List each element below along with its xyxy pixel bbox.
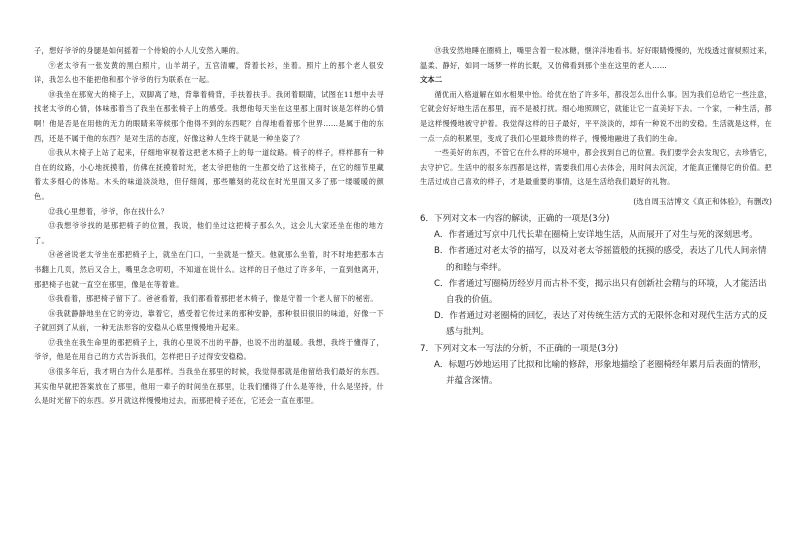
text1-paragraph: 子，想好爷爷的身腿是如何摇着一个侍娘的小人儿安然入睡的。 [34, 46, 244, 55]
option-text: 作者通过对老太爷的描写，以及对老太爷摇篮般的抚摸的感受，表达了几代人间亲情的和睦与牵绊。 [446, 246, 767, 273]
questions [420, 211, 772, 389]
text1-paragraph: ⑫我心里想着，爷爷，你在找什么？ [48, 206, 169, 216]
text1-ending [420, 44, 772, 73]
text1-paragraph: ⑨老太爷有一张发黄的黑白照片，山羊胡子，五官清癯，背着长衫，坐着。照片上的那个老人很安详，我怎么也不能把他和那个爷爷的行为联系在一起。 [34, 60, 384, 85]
option-label: D． [434, 311, 450, 322]
text2-paragraph: 循优而入格道解在如水相果中怡。给优在怡了许多年，都没怎么出什么事。因为我们总给它一些注意，它就会好好地生活在那里，而不是被打扰。细心地照顾它，就能让它一直美好下去。一个家，一种生活，都是这样慢慢地被守护着。我觉得这样的日子最好，平平淡淡的，却有一种说不出的安稳。生活就是这样，在一点一点的积累里，变成了我们心里最珍贵的样子，慢慢地融进了我们的生命。 [420, 89, 772, 143]
text1-paragraph: ⑰我坐在我生命里的那把椅子上，我的心里说不出的平静，也说不出的温暖。我想，我终于懂得了，爷爷，他是在用自己的方式告诉我们，怎样把日子过得安安稳稳。 [34, 337, 384, 362]
text1-paragraph: ⑮我看着，那把椅子留下了。爸爸看着，我们都看着那把老木椅子，像是守着一个老人留下的秘密。 [48, 294, 378, 304]
source-citation: (选自周玉洁博文《真正和体验》，有删改) [633, 196, 772, 206]
text1-paragraph: ⑬我想爷爷找的是那把椅子的位置，我说，他们坐过这把椅子那么久，这会儿大家还坐在他的地方了。 [34, 221, 384, 245]
text1-paragraph: ⑩我坐在那宽大的椅子上，双脚离了地，背靠着椅背，手扶着扶手。我闭着眼睛，试图在11想中去寻找老太爷的心情，体味那着当了我坐在那张椅子上的感受。我想他每天坐在这里那上面时该是怎样的心情啊！他是否是在用他的无力的眼睛来等候那个他得不到的东西呢？自得地看着那个世界……是属于他的东西，还是不属于他的东西？是对生活的态度，好像这种人生终于就是一种坐姿了？ [34, 89, 384, 143]
right-column [420, 44, 772, 389]
option-text: 作者通过对老圈椅的回忆，表达了对传统生活方式的无限怀念和对现代生活方式的反感与批判。 [446, 311, 768, 338]
text1-paragraph: ⑯我就静静地坐在它的旁边，靠着它，感受着它传过来的那种安静，那种很旧很旧的味道，好像一下子就回到了从前，一种无法形容的安稳从心底里慢慢地升起来。 [34, 308, 384, 333]
text2-title: 文本二 [420, 75, 443, 85]
answer-option[interactable] [420, 227, 772, 243]
text1-paragraph: ⑲我安然地睡在圈椅上，嘴里含着一粒冰糖，惬洋洋地看书。好好眼睛慢慢的，光线透过窗棂照过来，温柔、静好，如同一场梦一样的长眠，又仿佛看到那个坐在这里的老人…… [420, 46, 772, 70]
option-label: B． [434, 246, 449, 257]
question-stem: 7．下列对文本一写法的分析，不正确的一项是(3分) [420, 343, 619, 354]
question-stem: 6．下列对文本一内容的解读，正确的一项是(3分) [420, 213, 610, 224]
answer-option[interactable] [420, 308, 772, 340]
text1-paragraph: ⑱很多年后，我才明白为什么是那样。当我坐在那里的时候，我觉得那就是他留给我们最好的东西。其实他早就把答案放在了那里，他用一辈子的时间坐在那里，让我们懂得了什么是等待，什么是坚持，什么是时光留下的东西。岁月就这样慢慢地过去，而那把椅子还在，它还会一直在那里。 [34, 367, 384, 406]
answer-option[interactable] [420, 276, 772, 308]
answer-option[interactable] [420, 243, 772, 275]
option-label: A． [434, 230, 449, 241]
answer-option[interactable] [420, 357, 772, 389]
option-text: 作者通过写圈椅历经岁月而古朴不变，揭示出只有创新社会精与的环境，人才能活出自我的价值。 [446, 278, 767, 305]
left-column [34, 44, 384, 409]
text1-paragraph: ⑭爸爸说老太爷坐在那把椅子上，就坐在门口，一坐就是一整天。他就那么坐着，时不时地把那本古书翻上几页，然后又合上，嘴里念念叨叨，不知道在说什么。这样的日子他过了许多年，一直到他离开，那把椅子也就一直空在那里，像是在等着谁。 [34, 250, 384, 289]
option-label: C． [434, 278, 449, 289]
option-text: 作者通过写京中几代长辈在圈椅上安详地生活，从而展开了对生与死的深刻思考。 [448, 230, 758, 241]
text1-paragraph: ⑪我从木椅子上站了起来，仔细地审视着这把老木椅子上的每一道纹路。椅子的样子，样样都有一种自在的纹路，小心地抚摸着，仿佛在抚摸着时光，老太爷把他的一生都交给了这张椅子，在它的细节里藏着太多细心的体贴。木头的味道淡淡地，但仔细闻，那些雕刻的花纹在时光里面又多了那一缕暖暖的颜色。 [34, 148, 384, 201]
text2-body [420, 88, 772, 190]
text2-paragraph: 一些美好的东西，不管它在什么样的环境中，都会找到自己的位置。我们要学会去发现它，去珍惜它，去守护它。生活中的很多东西都是这样，需要我们用心去体会，用时间去沉淀，才能真正懂得它的价值。把生活过成自己喜欢的样子，才是最重要的事情，这是生活给我们最好的礼物。 [420, 148, 772, 187]
option-text: 标题巧妙地运用了比拟和比喻的修辞，形象地描绘了老圈椅经年累月后表面的情形，并蕴含深情。 [446, 359, 767, 386]
option-label: A． [434, 359, 449, 370]
